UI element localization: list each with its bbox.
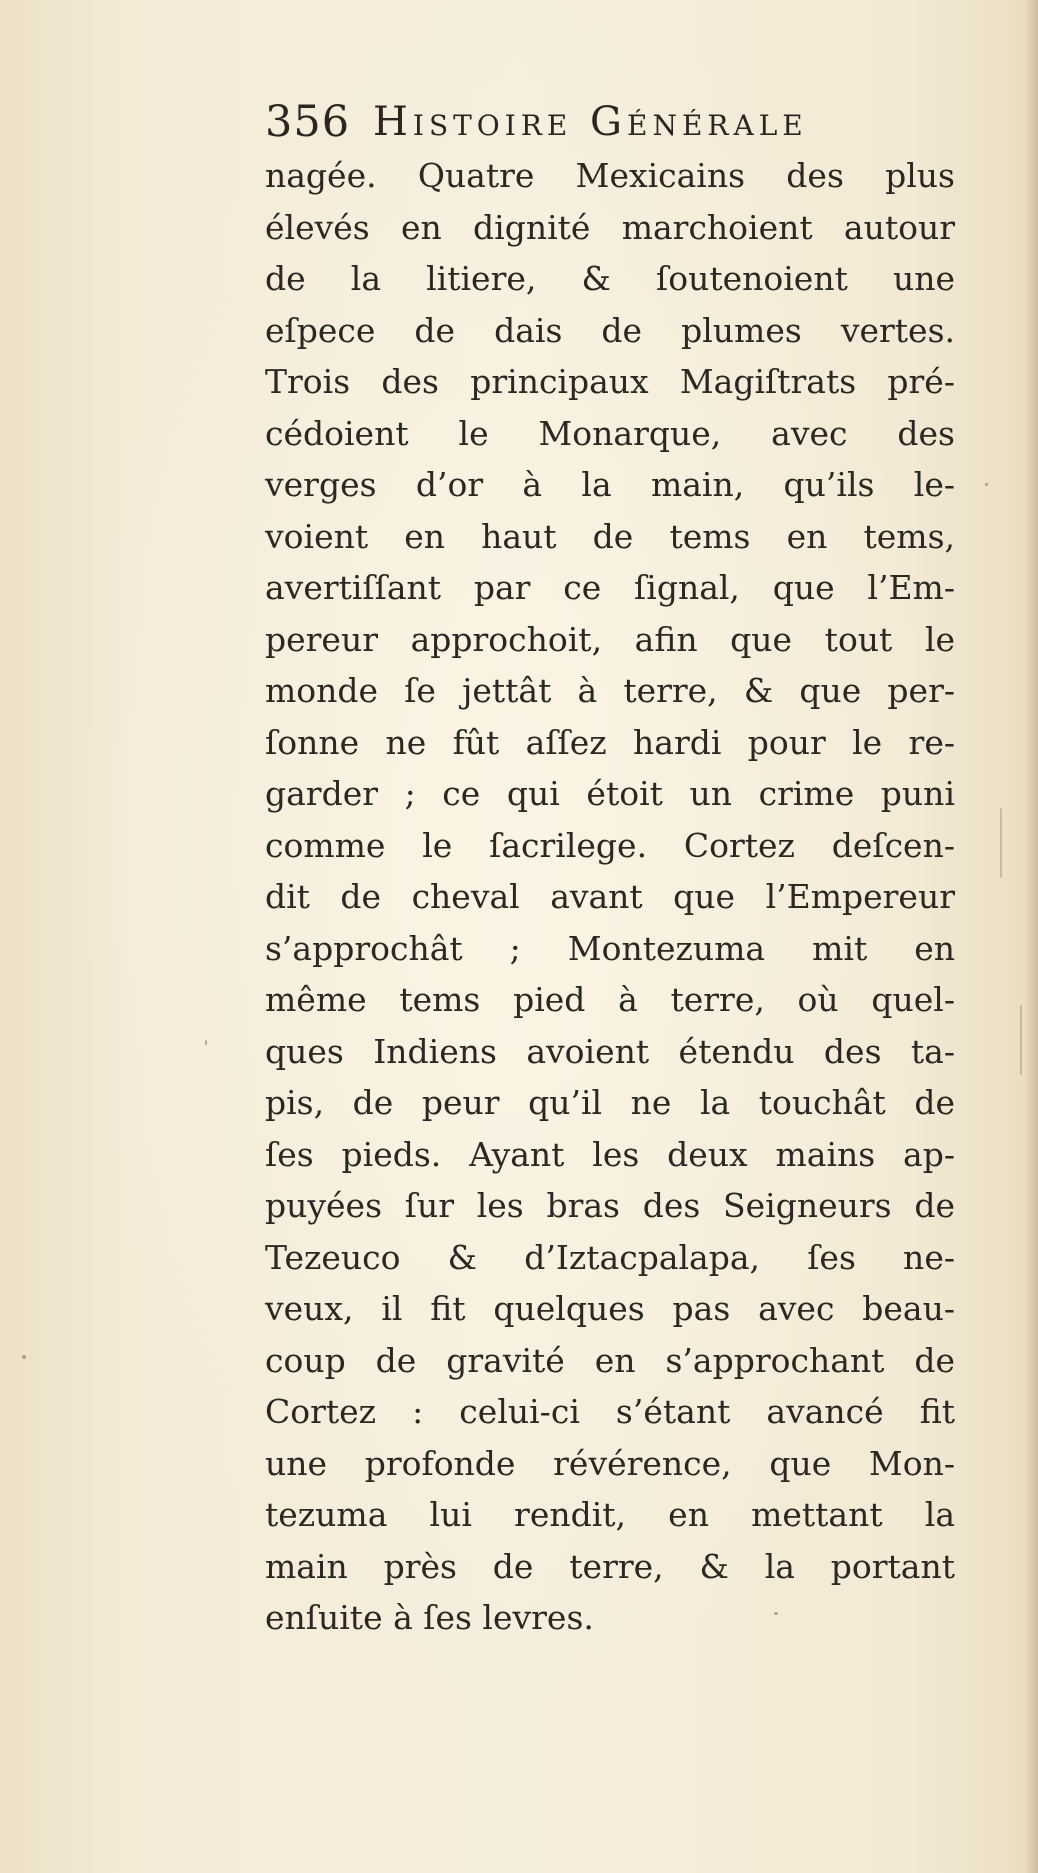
text-line: Trois des principaux Magiſtrats pré- — [265, 362, 955, 401]
text-line: tezuma lui rendit, en mettant la — [265, 1495, 955, 1534]
text-line: comme le ſacrilege. Cortez deſcen- — [265, 825, 955, 865]
text-line: pis, de peur qu’il ne la touchât de — [265, 1083, 955, 1122]
paper-speck — [1020, 1005, 1022, 1075]
paper-speck — [774, 1612, 778, 1615]
text-line: cédoient le Monarque, avec des — [265, 413, 955, 453]
text-line: s’approchât ; Montezuma mit en — [265, 928, 955, 968]
text-line: Tezeuco & d’Iztacpalapa, ſes ne- — [265, 1237, 955, 1277]
text-line: monde ſe jettât à terre, & que per- — [265, 671, 955, 710]
text-line: Cortez : celui-ci s’étant avancé fit — [265, 1392, 955, 1431]
paper-speck — [1000, 808, 1002, 878]
text-line: une profonde révérence, que Mon- — [265, 1443, 955, 1483]
body-text — [265, 150, 955, 1644]
text-line: pereur approchoit, afin que tout le — [265, 619, 955, 659]
text-line: même tems pied à terre, où quel- — [265, 980, 955, 1019]
text-line: eſpece de dais de plumes vertes. — [265, 310, 955, 350]
text-line: verges d’or à la main, qu’ils le- — [265, 465, 955, 504]
text-line: puyées ſur les bras des Seigneurs de — [265, 1186, 955, 1225]
text-line: voient en haut de tems en tems, — [265, 516, 955, 556]
page-edge-shadow — [1024, 0, 1038, 1873]
paper-speck — [985, 483, 988, 486]
text-line: coup de gravité en s’approchant de — [265, 1340, 955, 1380]
text-line: ſes pieds. Ayant les deux mains ap- — [265, 1134, 955, 1174]
text-line: nagée. Quatre Mexicains des plus — [265, 156, 955, 195]
text-line: dit de cheval avant que l’Empereur — [265, 877, 955, 916]
running-header — [265, 92, 915, 152]
page-number: 356 — [265, 97, 351, 147]
text-line: main près de terre, & la portant — [265, 1546, 955, 1586]
text-line: avertiſſant par ce ſignal, que l’Em- — [265, 568, 955, 607]
text-line: enſuite à ſes levres. — [265, 1598, 594, 1637]
paper-speck — [205, 1040, 207, 1045]
text-line: garder ; ce qui étoit un crime puni — [265, 774, 955, 813]
text-line: de la litiere, & ſoutenoient une — [265, 259, 955, 298]
text-line: veux, il fit quelques pas avec beau- — [265, 1289, 955, 1328]
text-line: ques Indiens avoient étendu des ta- — [265, 1031, 955, 1071]
running-title: Histoire Générale — [373, 99, 808, 145]
text-line: élevés en dignité marchoient autour — [265, 207, 955, 247]
paper-speck — [22, 1355, 26, 1359]
text-line: ſonne ne fût aſſez hardi pour le re- — [265, 722, 955, 762]
